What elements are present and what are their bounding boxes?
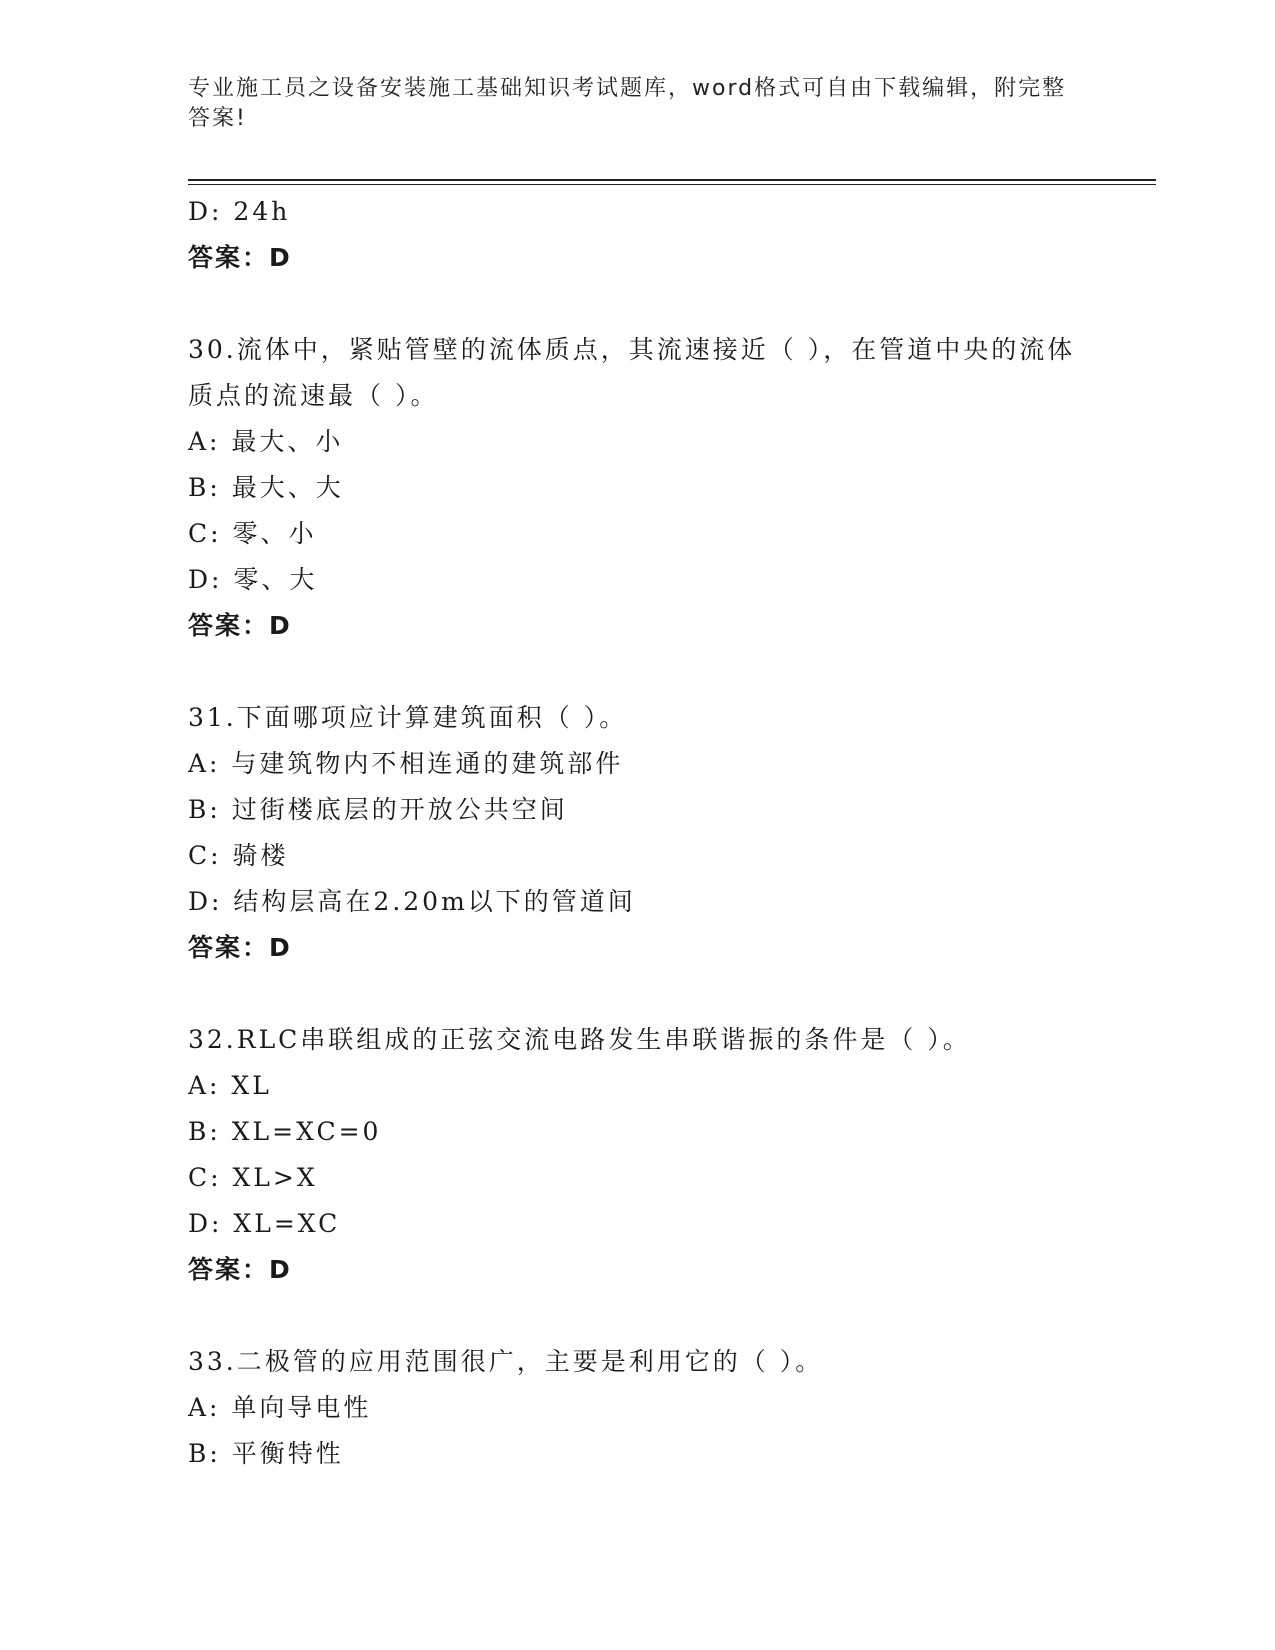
option-a: A: 与建筑物内不相连通的建筑部件 (188, 749, 624, 778)
option-c: C: XL>X (188, 1163, 318, 1192)
question-33 (188, 1339, 1148, 1477)
option-b: B: 过街楼底层的开放公共空间 (188, 795, 568, 824)
option-a: A: XL (188, 1071, 272, 1100)
header-divider (188, 179, 1156, 185)
spacer (188, 281, 1148, 327)
spacer (188, 971, 1148, 1017)
question-32 (188, 1017, 1148, 1293)
option-b: B: XL=XC=0 (188, 1117, 382, 1146)
spacer (188, 649, 1148, 695)
option-c: C: 骑楼 (188, 841, 289, 870)
answer: 答案：D (188, 243, 292, 272)
option-d: D: 零、大 (188, 565, 318, 594)
option-b: B: 最大、大 (188, 473, 344, 502)
answer: 答案：D (188, 933, 292, 962)
spacer (188, 1293, 1148, 1339)
option-c: C: 零、小 (188, 519, 317, 548)
question-stem: 30.流体中，紧贴管壁的流体质点，其流速接近（ ），在管道中央的流体质点的流速最（ ）。 (188, 335, 1076, 410)
answer: 答案：D (188, 1255, 292, 1284)
option-d: D: 结构层高在2.20m以下的管道间 (188, 887, 636, 916)
question-content (188, 189, 1148, 1477)
option-d: D: XL=XC (188, 1209, 341, 1238)
option-d: D: 24h (188, 197, 291, 226)
option-a: A: 单向导电性 (188, 1393, 372, 1422)
page-header: 专业施工员之设备安装施工基础知识考试题库，word格式可自由下载编辑，附完整答案! (188, 76, 1067, 131)
option-b: B: 平衡特性 (188, 1439, 344, 1468)
option-a: A: 最大、小 (188, 427, 344, 456)
question-stem: 33.二极管的应用范围很广，主要是利用它的（ ）。 (188, 1347, 824, 1376)
question-stem: 31.下面哪项应计算建筑面积（ ）。 (188, 703, 628, 732)
question-stem: 32.RLC串联组成的正弦交流电路发生串联谐振的条件是（ ）。 (188, 1025, 971, 1054)
question-30 (188, 327, 1148, 649)
question-31 (188, 695, 1148, 971)
answer: 答案：D (188, 611, 292, 640)
